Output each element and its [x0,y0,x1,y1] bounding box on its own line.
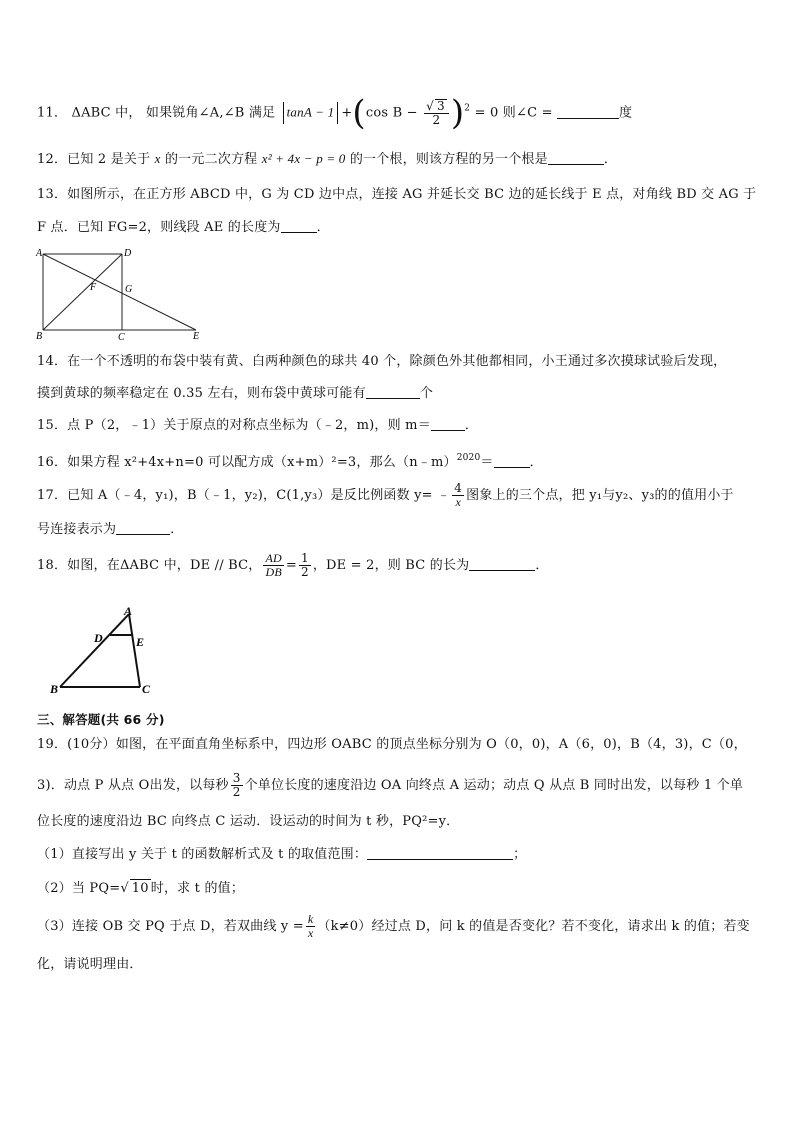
abs-bar-left [283,102,284,124]
label-a: A [36,248,43,259]
label-d: D [94,631,103,645]
q14-line2 [37,384,759,403]
diagonal-bd [43,254,122,330]
q18-numerator2: 1 [300,551,309,565]
q18-numerator: AD [265,551,282,565]
q11-tan-expr: tanA − 1 [286,104,335,120]
q11-unit: 度 [619,105,633,121]
q19-line3: 位长度的速度沿边 BC 向终点 C 运动．设运动的时间为 t 秒，PQ²=y． [37,814,460,829]
q19-part2-sqrt: 10 [131,881,149,896]
q12-text-b: 的一元二次方程 [164,152,258,167]
q17-line2 [37,520,759,539]
label-c: C [142,682,151,696]
q12-text-a: 已知 2 是关于 [67,152,151,167]
q19-line2 [37,771,759,801]
label-e: E [136,635,145,649]
q17-text-b: 图象上的三个点，把 y₁与y₂、y₃的的值用小于 [466,488,734,503]
q18-fraction-ad-db [263,552,283,579]
label-e: E [193,331,200,341]
side-ab [60,614,129,687]
q17-end: ． [170,522,184,537]
q14-line1: 14．在一个不透明的布袋中装有黄、白两种颜色的球共 40 个，除颜色外其他都相同，小王通过多次摸球试验后发现， [37,354,727,369]
q12-number: 12． [37,152,68,167]
q19-hyperbola-fraction [306,913,316,940]
label-d: D [124,248,132,259]
q16-answer-blank [494,453,530,468]
q18-text-b: ，DE = 2，则 BC 的长为 [312,558,470,573]
label-a: A [124,604,133,618]
q17-line1 [37,482,759,509]
q12-answer-blank [548,150,604,165]
q19-frac-denominator: 2 [232,785,241,799]
q12-equation: x² + 4x − p = 0 [261,151,346,166]
q17-denominator: x [455,495,461,509]
q12-end: ． [603,152,618,167]
q19-speed-fraction [231,772,243,799]
q14-text: 摸到黄球的频率稳定在 0.35 左右，则布袋中黄球可能有 [37,386,366,401]
q16-text: 16．如果方程 x²+4x+n=0 可以配方成（x+m）²=3，那么（n﹣m） [37,455,457,470]
q11-number: 11． [37,105,68,121]
q18-text-a: 18．如图，在ΔABC 中，DE // BC， [37,558,262,573]
q19-part1 [37,845,759,864]
line-ae [43,254,196,330]
q19-part3 [37,910,759,944]
q17-fraction [452,482,464,509]
q16-equals: ＝ [480,455,494,470]
section-heading: 三、解答题(共 66 分) [37,712,165,727]
q15-line [37,416,759,435]
q13-answer-blank [281,218,317,233]
q15-end: ． [464,418,479,433]
q13-figure [34,245,206,341]
q13-line1: 13．如图所示，在正方形 ABCD 中，G 为 CD 边中点，连接 AG 并延长交 BC 边的延长线于 E 点，对角线 BD 交 AG 于 [37,187,757,202]
q18-denominator: DB [265,565,282,579]
q19-part3-cont: 化，请说明理由． [37,957,143,972]
q19-part3-text-b: （k≠0）经过点 D，问 k 的值是否变化？若不变化，请求出 k 的值；若变 [317,919,750,934]
q18-end: ． [535,558,549,573]
q14-answer-blank [366,384,420,399]
q11-fraction: $\frac{√ 3}{2}$ [424,99,449,127]
q17-numerator: 4 [454,481,463,495]
label-c: C [118,332,125,341]
q11-text: ΔABC 中， 如果锐角∠A,∠B 满足 [71,105,276,121]
q17-text-line2: 号连接表示为 [37,522,117,537]
q11-line [37,93,759,133]
q19-part3-text-a: （3）连接 OB 交 PQ 于点 D，若双曲线 y = [37,919,304,934]
label-f: F [90,282,97,293]
q13-text: F 点．已知 FG=2，则线段 AE 的长度为 [37,220,281,235]
q18-figure [46,604,166,696]
q18-fraction-half [299,552,311,579]
q19-part2-text-a: （2）当 PQ= [37,881,121,896]
q12-var-x: x [154,151,161,166]
q18-answer-blank [469,556,535,571]
q18-denominator2: 2 [300,565,309,579]
q13-end: ． [316,220,330,235]
q19-part2-text-b: 时，求 t 的值； [150,881,245,896]
side-ac [129,614,140,687]
q11-cos-expr: cos B − [365,105,418,121]
q15-answer-blank [431,416,465,431]
q16-exponent: 2020 [456,453,481,463]
q19-part1-answer-blank [367,845,513,860]
label-b: B [36,331,43,341]
q19-frac-numerator: 3 [232,771,241,785]
q13-line2 [37,218,759,237]
q19-part1-end: ； [513,847,527,862]
left-paren: ( [352,93,366,133]
abs-bar-right [337,102,338,124]
q16-line [37,449,759,472]
q16-end: ． [529,455,543,470]
q11-exponent: 2 [464,103,471,114]
q19-part1-text: （1）直接写出 y 关于 t 的函数解析式及 t 的取值范围： [37,847,368,862]
right-paren: ) [450,93,465,133]
q19-text-a: 3)．动点 P 从点 O出发，以每秒 [37,778,229,793]
q11-answer-blank [557,104,619,119]
q19-line1: 19．(10分）如图，在平面直角坐标系中，四边形 OABC 的顶点坐标分别为 O（0，0)，A（6，0)，B（4，3)，C（0， [37,737,747,752]
label-g: G [125,284,133,295]
q12-text-c: 的一个根，则该方程的另一个根是 [349,152,548,167]
q11-denominator: 2 [432,113,441,127]
label-b: B [50,682,59,696]
q19-text-b: 个单位长度的速度沿边 OA 向终点 A 运动；动点 Q 从点 B 同时出发，以每秒 1 个单 [244,778,744,793]
q17-answer-blank [116,520,170,535]
q14-end: 个 [419,386,434,401]
q19-part2: （2）当 PQ=√ 10 时，求 t 的值； [37,881,245,896]
q17-text-a: 17．已知 A（﹣4，y₁)，B（﹣1，y₂)，C(1,y₃）是反比例函数 y= ﹣ [37,488,451,503]
q11-plus: + [341,105,353,121]
q12-line [37,150,759,169]
q18-equals: = [285,558,297,573]
q11-post: = 0 则∠C = [474,105,553,121]
q19-x-denominator: x [307,926,314,940]
q15-text: 15．点 P（2，﹣1）关于原点的对称点坐标为（﹣2，m)，则 m＝ [37,418,431,433]
q19-k-numerator: k [307,912,314,926]
q18-line [37,552,759,579]
q11-sqrt-value: 3 [436,99,445,113]
